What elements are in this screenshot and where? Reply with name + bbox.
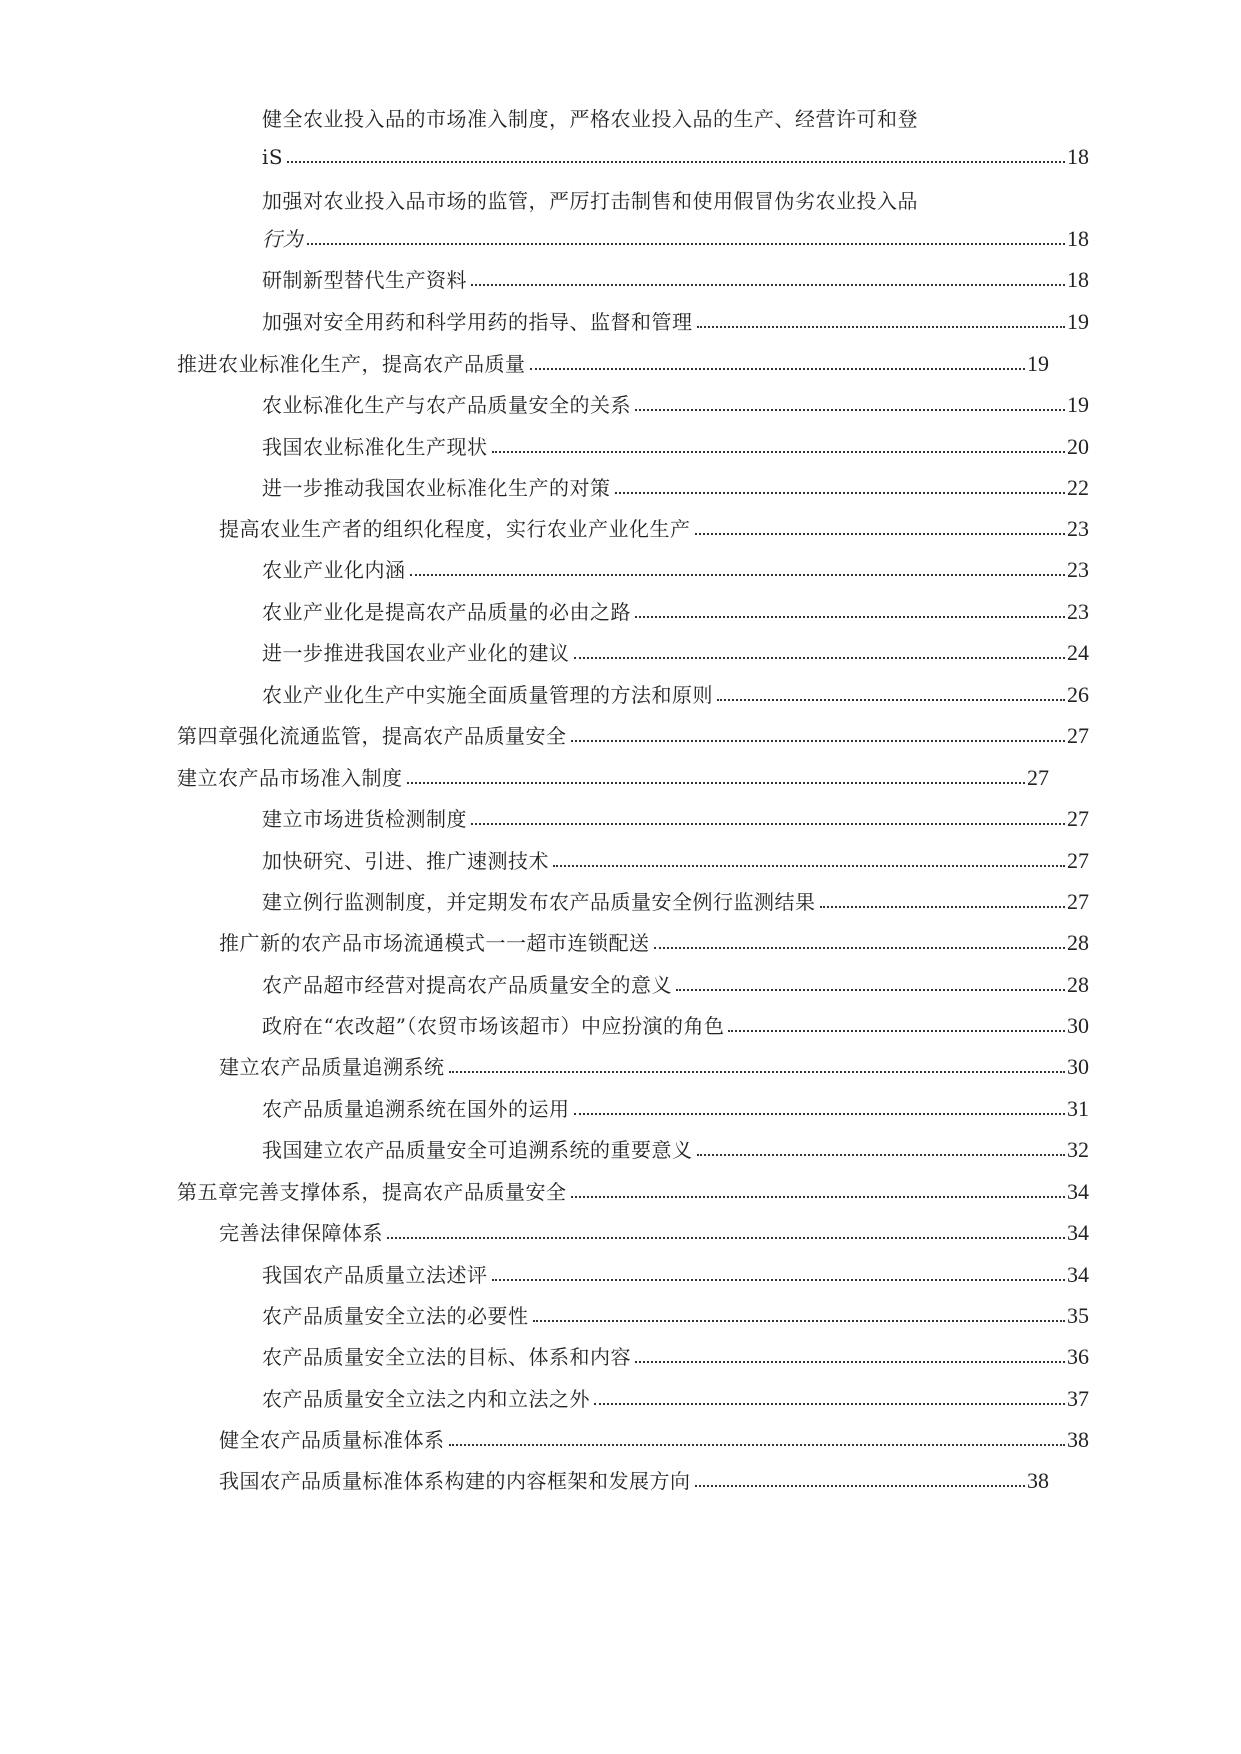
dot-leader — [635, 616, 1065, 618]
dot-leader — [449, 1444, 1066, 1446]
toc-entry-title: 建立农产品市场准入制度 — [177, 766, 403, 790]
toc-page-number: 19 — [1067, 392, 1089, 417]
toc-entry[interactable] — [262, 429, 1089, 459]
dot-leader — [307, 243, 1065, 245]
dot-leader — [676, 989, 1065, 991]
toc-page-number: 20 — [1067, 434, 1089, 459]
toc-entry[interactable] — [262, 470, 1089, 500]
toc-page-number: 23 — [1067, 557, 1089, 582]
toc-entry[interactable] — [177, 1174, 1089, 1204]
dot-leader — [571, 740, 1066, 742]
dot-leader — [820, 906, 1066, 908]
toc-entry[interactable] — [262, 843, 1089, 873]
toc-entry[interactable] — [262, 1008, 1089, 1038]
dot-leader — [492, 1279, 1066, 1281]
dot-leader — [574, 657, 1066, 659]
dot-leader — [471, 284, 1065, 286]
toc-entry-title: 进一步推动我国农业标准化生产的对策 — [262, 476, 611, 500]
dot-leader — [615, 492, 1066, 494]
toc-entry[interactable] — [219, 1422, 1089, 1452]
toc-page-number: 26 — [1067, 682, 1089, 707]
toc-entry-title: 推广新的农产品市场流通模式一一超市连锁配送 — [219, 931, 650, 955]
toc-entry — [262, 183, 918, 213]
toc-entry[interactable] — [262, 677, 1089, 707]
toc-entry-title: 农产品质量安全立法的目标、体系和内容 — [262, 1345, 631, 1369]
toc-entry[interactable] — [262, 635, 1089, 665]
toc-entry-title: 加强对农业投入品市场的监管，严厉打击制售和使用假冒伪劣农业投入品 — [262, 189, 918, 213]
dot-leader — [635, 409, 1065, 411]
toc-entry-title: 第四章强化流通监管，提高农产品质量安全 — [177, 724, 567, 748]
toc-page-number: 18 — [1067, 267, 1089, 292]
toc-entry-title: 农业产业化生产中实施全面质量管理的方法和原则 — [262, 683, 713, 707]
toc-entry[interactable] — [177, 346, 1049, 376]
toc-entry-title: iS — [262, 145, 284, 169]
toc-page-number: 35 — [1067, 1303, 1089, 1328]
toc-entry-title: 建立农产品质量追溯系统 — [219, 1055, 445, 1079]
toc-entry-title: 健全农产品质量标准体系 — [219, 1428, 445, 1452]
dot-leader — [571, 1196, 1066, 1198]
toc-entry-title: 完善法律保障体系 — [219, 1221, 383, 1245]
toc-entry[interactable] — [262, 594, 1089, 624]
toc-page-number: 36 — [1067, 1344, 1089, 1369]
toc-entry-title: 我国农产品质量标准体系构建的内容框架和发展方向 — [219, 1469, 691, 1493]
toc-page-number: 31 — [1067, 1096, 1089, 1121]
dot-leader — [728, 1030, 1065, 1032]
toc-entry-title: 第五章完善支撑体系，提高农产品质量安全 — [177, 1180, 567, 1204]
toc-entry-title: 建立市场进货检测制度 — [262, 807, 467, 831]
dot-leader — [717, 699, 1065, 701]
toc-page-number: 27 — [1067, 848, 1089, 873]
dot-leader — [697, 326, 1066, 328]
dot-leader — [695, 1485, 1026, 1487]
toc-page-number: 19 — [1027, 351, 1049, 376]
dot-leader — [553, 865, 1065, 867]
dot-leader — [574, 1113, 1066, 1115]
toc-entry[interactable] — [262, 304, 1089, 334]
toc-entry[interactable] — [177, 718, 1089, 748]
toc-entry-title: 农产品超市经营对提高农产品质量安全的意义 — [262, 973, 672, 997]
toc-page-number: 34 — [1067, 1220, 1089, 1245]
toc-page-number: 23 — [1067, 516, 1089, 541]
toc-entry-title: 提高农业生产者的组织化程度，实行农业产业化生产 — [219, 517, 691, 541]
toc-entry-title: 推进农业标准化生产，提高农产品质量 — [177, 352, 526, 376]
toc-entry[interactable] — [219, 1463, 1049, 1493]
dot-leader — [407, 782, 1026, 784]
toc-page-number: 32 — [1067, 1137, 1089, 1162]
toc-entry[interactable] — [262, 387, 1089, 417]
toc-entry-title: 研制新型替代生产资料 — [262, 268, 467, 292]
toc-page-number: 27 — [1067, 889, 1089, 914]
toc-entry[interactable] — [262, 1339, 1089, 1369]
toc-page-number: 38 — [1067, 1427, 1089, 1452]
toc-entry-title: 农业产业化是提高农产品质量的必由之路 — [262, 600, 631, 624]
toc-entry[interactable] — [262, 967, 1089, 997]
toc-page-number: 27 — [1067, 723, 1089, 748]
toc-page-number: 34 — [1067, 1179, 1089, 1204]
toc-entry[interactable] — [262, 1298, 1089, 1328]
dot-leader — [287, 161, 1065, 163]
toc-page-number: 28 — [1067, 972, 1089, 997]
toc-entry-title: 农业标准化生产与农产品质量安全的关系 — [262, 393, 631, 417]
dot-leader — [387, 1237, 1065, 1239]
dot-leader — [697, 1154, 1066, 1156]
toc-page-number: 37 — [1067, 1386, 1089, 1411]
toc-entry[interactable] — [262, 139, 1089, 169]
toc-entry[interactable] — [262, 221, 1089, 251]
toc-entry[interactable] — [219, 925, 1089, 955]
toc-entry[interactable] — [262, 1381, 1089, 1411]
toc-page-number: 18 — [1067, 226, 1089, 251]
toc-page-number: 30 — [1067, 1054, 1089, 1079]
toc-page-number: 19 — [1067, 309, 1089, 334]
toc-entry[interactable] — [219, 511, 1089, 541]
toc-entry[interactable] — [219, 1215, 1089, 1245]
toc-entry[interactable] — [177, 760, 1049, 790]
dot-leader — [695, 533, 1066, 535]
toc-entry-title: 我国建立农产品质量安全可追溯系统的重要意义 — [262, 1138, 693, 1162]
toc-page-number: 18 — [1067, 144, 1089, 169]
dot-leader — [449, 1071, 1066, 1073]
toc-entry-title: 农产品质量安全立法的必要性 — [262, 1304, 529, 1328]
dot-leader — [471, 823, 1065, 825]
dot-leader — [635, 1361, 1065, 1363]
toc-entry-title: 农产品质量安全立法之内和立法之外 — [262, 1387, 590, 1411]
toc-entry[interactable] — [262, 1132, 1089, 1162]
toc-entry-title: 行为 — [262, 227, 303, 251]
toc-entry-title: 我国农业标准化生产现状 — [262, 435, 488, 459]
toc-page-number: 27 — [1027, 765, 1049, 790]
toc-entry-title: 进一步推进我国农业产业化的建议 — [262, 641, 570, 665]
toc-entry — [262, 101, 918, 131]
toc-page-number: 38 — [1027, 1468, 1049, 1493]
toc-entry[interactable] — [262, 801, 1089, 831]
dot-leader — [530, 368, 1026, 370]
toc-entry[interactable] — [262, 552, 1089, 582]
toc-entry-title: 政府在“农改超”（农贸市场该超市）中应扮演的角色 — [262, 1014, 725, 1038]
dot-leader — [492, 451, 1066, 453]
toc-page-number: 24 — [1067, 640, 1089, 665]
toc-entry-title: 我国农产品质量立法述评 — [262, 1263, 488, 1287]
toc-entry[interactable] — [262, 262, 1089, 292]
dot-leader — [410, 574, 1066, 576]
toc-entry-title: 健全农业投入品的市场准入制度，严格农业投入品的生产、经营许可和登 — [262, 107, 918, 131]
toc-entry[interactable] — [262, 884, 1089, 914]
toc-entry-title: 农业产业化内涵 — [262, 558, 406, 582]
toc-page-number: 28 — [1067, 930, 1089, 955]
toc-page-number: 27 — [1067, 806, 1089, 831]
toc-page-number: 22 — [1067, 475, 1089, 500]
toc-entry-title: 农产品质量追溯系统在国外的运用 — [262, 1097, 570, 1121]
toc-entry-title: 加强对安全用药和科学用药的指导、监督和管理 — [262, 310, 693, 334]
dot-leader — [654, 947, 1066, 949]
dot-leader — [594, 1403, 1065, 1405]
toc-entry-title: 加快研究、引进、推广速测技术 — [262, 849, 549, 873]
toc-page-number: 34 — [1067, 1262, 1089, 1287]
toc-page-number: 30 — [1067, 1013, 1089, 1038]
dot-leader — [533, 1320, 1066, 1322]
toc-entry-title: 建立例行监测制度，并定期发布农产品质量安全例行监测结果 — [262, 890, 816, 914]
toc-entry[interactable] — [262, 1091, 1089, 1121]
toc-entry[interactable] — [219, 1049, 1089, 1079]
toc-entry[interactable] — [262, 1257, 1089, 1287]
toc-page-number: 23 — [1067, 599, 1089, 624]
